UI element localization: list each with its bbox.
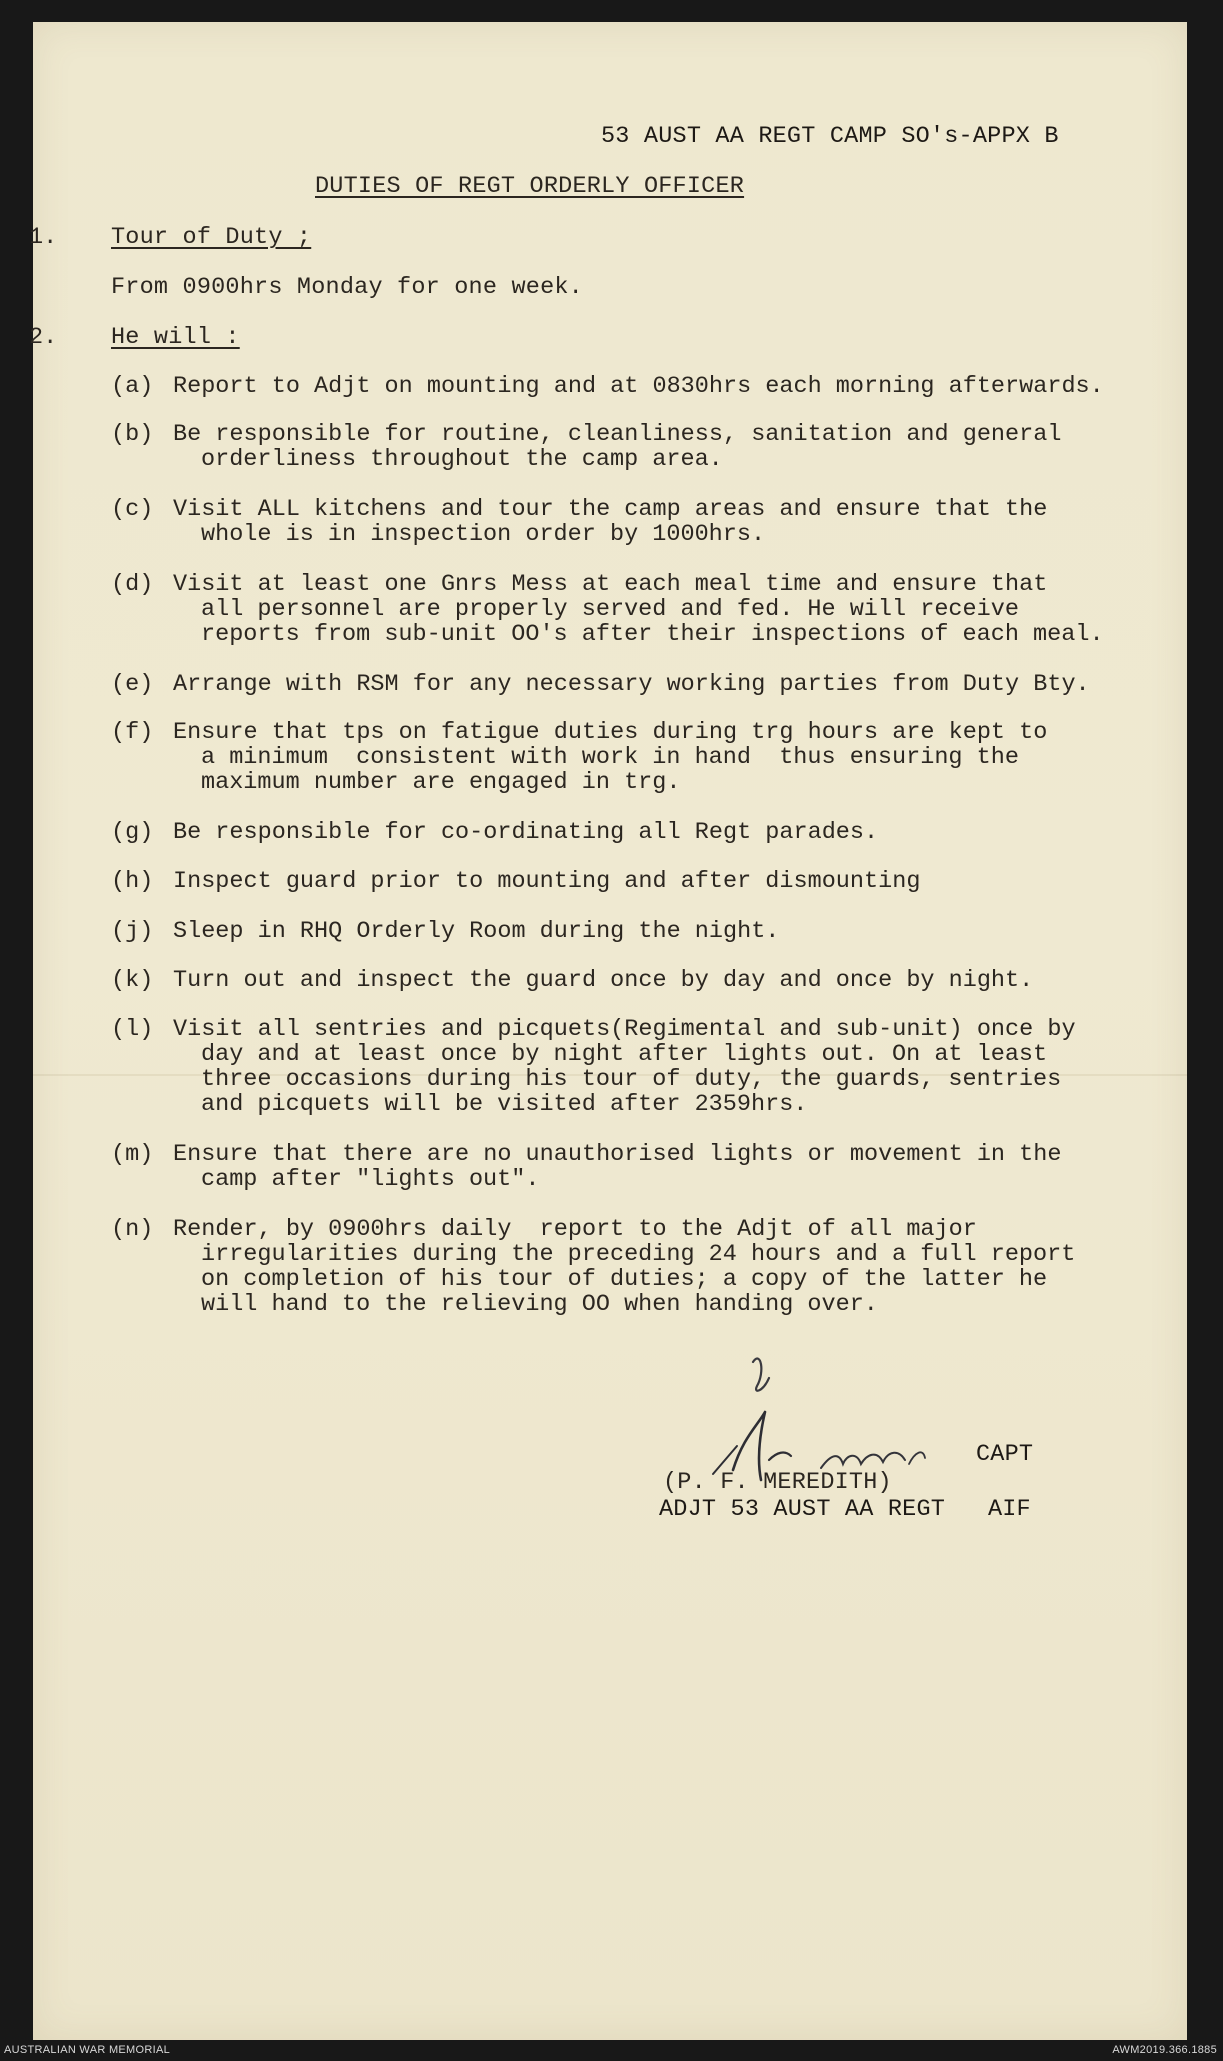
duty-item-label: (g) xyxy=(111,819,154,846)
duty-item-label: (f) xyxy=(111,719,154,746)
duty-item-label: (b) xyxy=(111,421,154,448)
duty-item-line: Report to Adjt on mounting and at 0830hrs each morning afterwards. xyxy=(173,373,1104,400)
duty-item-line: Arrange with RSM for any necessary working parties from Duty Bty. xyxy=(173,671,1090,698)
duty-item-line: Ensure that there are no unauthorised lights or movement in the xyxy=(173,1141,1062,1168)
duty-item-line: Sleep in RHQ Orderly Room during the night. xyxy=(173,918,780,945)
duty-item-line: maximum number are engaged in trg. xyxy=(201,769,681,796)
duty-item-line: Visit all sentries and picquets(Regimental and sub-unit) once by xyxy=(173,1016,1076,1043)
duty-item-line: orderliness throughout the camp area. xyxy=(201,446,723,473)
duty-item-label: (e) xyxy=(111,671,154,698)
duty-item-line: Render, by 0900hrs daily report to the Adjt of all major xyxy=(173,1216,977,1243)
signature-appointment: ADJT 53 AUST AA REGT AIF xyxy=(659,1496,1031,1523)
duty-item-line: Visit at least one Gnrs Mess at each meal time and ensure that xyxy=(173,571,1048,598)
duty-item-label: (a) xyxy=(111,373,154,400)
duty-item-line: Be responsible for co-ordinating all Regt parades. xyxy=(173,819,879,846)
duty-item-line: whole is in inspection order by 1000hrs. xyxy=(201,521,766,548)
duty-item-line: on completion of his tour of duties; a copy of the latter he xyxy=(201,1266,1048,1293)
duty-item-label: (k) xyxy=(111,967,154,994)
duty-item-label: (c) xyxy=(111,496,154,523)
footer-institution: AUSTRALIAN WAR MEMORIAL xyxy=(4,2044,171,2056)
footer-accession-number: AWM2019.366.1885 xyxy=(1112,2044,1217,2056)
duty-item-line: Turn out and inspect the guard once by day and once by night. xyxy=(173,967,1034,994)
section-1-number: 1. xyxy=(29,224,58,251)
section-2-heading: He will : xyxy=(111,324,240,351)
duty-item-label: (m) xyxy=(111,1141,154,1168)
duty-item-line: a minimum consistent with work in hand thus ensuring the xyxy=(201,744,1019,771)
section-1-heading: Tour of Duty ; xyxy=(111,224,312,251)
duty-item-label: (h) xyxy=(111,868,154,895)
duty-item-line: Be responsible for routine, cleanliness, sanitation and general xyxy=(173,421,1062,448)
document-title: DUTIES OF REGT ORDERLY OFFICER xyxy=(315,173,745,200)
duty-item-line: three occasions during his tour of duty, the guards, sentries xyxy=(201,1066,1062,1093)
section-2-number: 2. xyxy=(29,324,58,351)
duty-item-line: day and at least once by night after lights out. On at least xyxy=(201,1041,1048,1068)
duty-item-label: (j) xyxy=(111,918,154,945)
duty-item-line: all personnel are properly served and fed. He will receive xyxy=(201,596,1019,623)
duty-item-line: reports from sub-unit OO's after their inspections of each meal. xyxy=(201,621,1104,648)
signature-rank: CAPT xyxy=(976,1441,1034,1468)
duty-item-line: Visit ALL kitchens and tour the camp areas and ensure that the xyxy=(173,496,1048,523)
duty-item-line: will hand to the relieving OO when handing over. xyxy=(201,1291,878,1318)
duty-item-label: (l) xyxy=(111,1016,154,1043)
document-page xyxy=(29,22,1187,2040)
duty-item-line: and picquets will be visited after 2359hrs. xyxy=(201,1091,808,1118)
duty-item-line: irregularities during the preceding 24 hours and a full report xyxy=(201,1241,1076,1268)
duty-item-label: (d) xyxy=(111,571,154,598)
duty-item-label: (n) xyxy=(111,1216,154,1243)
duty-item-line: Ensure that tps on fatigue duties during trg hours are kept to xyxy=(173,719,1048,746)
section-1-text: From 0900hrs Monday for one week. xyxy=(111,274,583,301)
duty-item-line: camp after "lights out". xyxy=(201,1166,540,1193)
signature-name: (P. F. MEREDITH) xyxy=(663,1469,892,1496)
document-header: 53 AUST AA REGT CAMP SO's-APPX B xyxy=(601,123,1059,150)
duty-item-line: Inspect guard prior to mounting and after dismounting xyxy=(173,868,921,895)
